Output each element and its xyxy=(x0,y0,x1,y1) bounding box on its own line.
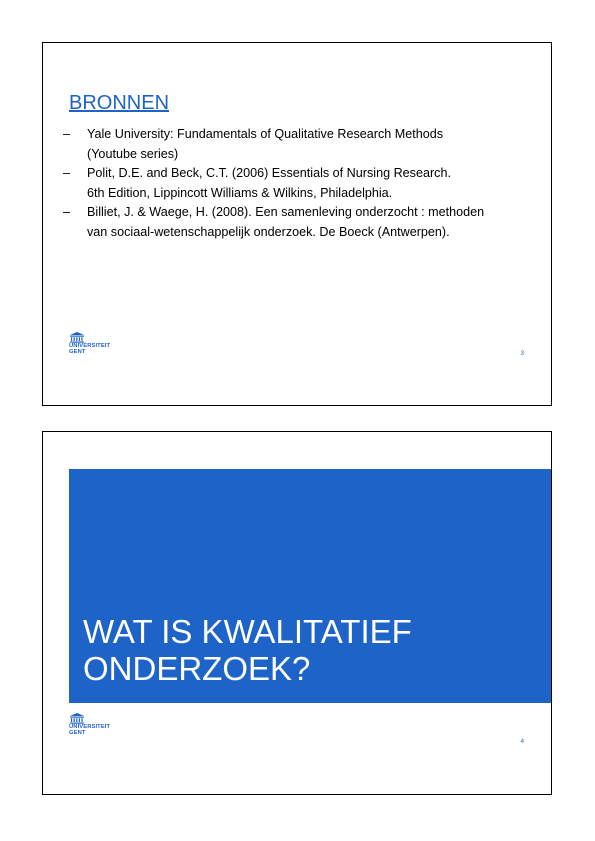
reference-line: Billiet, J. & Waege, H. (2008). Een samenleving onderzocht : methoden xyxy=(87,205,485,219)
bullet-dash: – xyxy=(63,127,71,141)
references-list xyxy=(63,125,533,242)
section-title-line: ONDERZOEK? xyxy=(83,650,311,687)
logo-text-line: UNIVERSITEIT xyxy=(69,724,111,730)
ugent-logo xyxy=(69,332,111,355)
slide-title: BRONNEN xyxy=(69,92,170,114)
bullet-dash: – xyxy=(63,205,71,219)
logo-text-line: GENT xyxy=(69,349,86,355)
page-number: 3 xyxy=(520,351,524,357)
reference-line: (Youtube series) xyxy=(87,146,179,161)
reference-item xyxy=(63,203,533,242)
slide-3 xyxy=(42,42,552,406)
university-building-icon xyxy=(69,332,85,343)
page-number: 4 xyxy=(520,739,524,745)
ugent-logo xyxy=(69,713,111,736)
reference-item xyxy=(63,125,533,164)
university-building-icon xyxy=(69,713,85,724)
slide-4 xyxy=(42,431,552,795)
section-title-band xyxy=(69,469,552,703)
bullet-dash: – xyxy=(63,166,71,180)
reference-line: Polit, D.E. and Beck, C.T. (2006) Essentials of Nursing Research. xyxy=(87,166,451,180)
reference-line: van sociaal-wetenschappelijk onderzoek. De Boeck (Antwerpen). xyxy=(87,224,450,239)
reference-line: Yale University: Fundamentals of Qualitative Research Methods xyxy=(87,127,444,141)
logo-text-line: GENT xyxy=(69,730,86,736)
reference-item xyxy=(63,164,533,203)
section-title xyxy=(83,613,412,687)
reference-line: 6th Edition, Lippincott Williams & Wilkins, Philadelphia. xyxy=(87,185,393,200)
logo-text-line: UNIVERSITEIT xyxy=(69,343,111,349)
section-title-line: WAT IS KWALITATIEF xyxy=(83,613,412,650)
